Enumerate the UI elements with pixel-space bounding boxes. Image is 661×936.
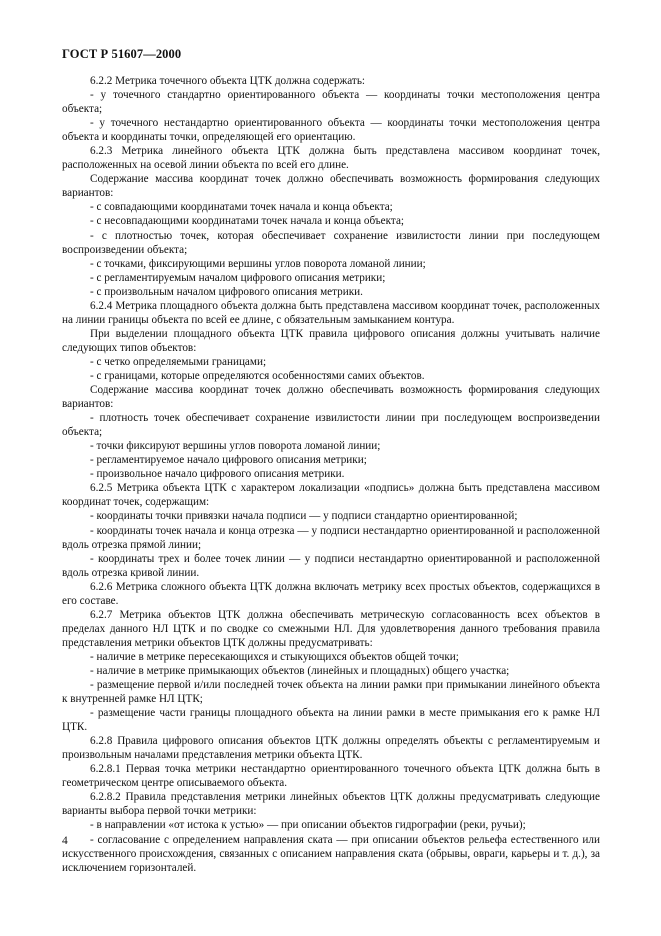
paragraph: 6.2.2 Метрика точечного объекта ЦТК должна содержать: — [90, 75, 366, 87]
paragraph: - точки фиксируют вершины углов поворота ломаной линии; — [90, 440, 381, 453]
paragraph: 6.2.4 Метрика площадного объекта должна быть представлена массивом координат точек, расположенных на линии границы объекта по всей ее длине, с обязательным замыканием контура. — [62, 299, 600, 326]
paragraph: - регламентируемое начало цифрового описания метрики; — [90, 454, 367, 467]
paragraph: - с плотностью точек, которая обеспечивает сохранение извилистости линии при последующем воспроизведении объекта; — [62, 229, 600, 256]
paragraph: - в направлении «от истока к устью» — при описании объектов гидрографии (реки, ручьи); — [90, 819, 526, 832]
paragraph: - с четко определяемыми границами; — [90, 355, 267, 368]
paragraph: - размещение части границы площадного объекта на линии рамки в месте примыкания его к рамке НЛ ЦТК. — [62, 707, 600, 734]
paragraph: 6.2.7 Метрика объектов ЦТК должна обеспечивать метрическую согласованность всех объектов в пределах данного НЛ ЦТК и по сводке со смежными НЛ. Для удовлетворения данного требования правила представления метрики объектов ЦТК должны предусматривать: — [62, 608, 600, 649]
paragraph: - наличие в метрике примыкающих объектов (линейных и площадных) общего участка; — [90, 664, 510, 677]
paragraph: - у точечного стандартно ориентированного объекта — координаты точки местоположения центра объекта; — [62, 89, 600, 116]
paragraph: Содержание массива координат точек должно обеспечивать возможность формирования следующих вариантов: — [62, 384, 600, 411]
paragraph: - у точечного нестандартно ориентированного объекта — координаты точки местоположения центра объекта и координаты точки, определяющей его ориентацию. — [62, 117, 600, 144]
paragraph: - с границами, которые определяются особенностями самих объектов. — [90, 369, 425, 382]
paragraph: - размещение первой и/или последней точек объекта на линии рамки при примыкании линейного объекта к внутренней рамке НЛ ЦТК; — [62, 679, 600, 706]
paragraph: - координаты точки привязки начала подписи — у подписи стандартно ориентированной; — [90, 510, 518, 523]
paragraph: - наличие в метрике пересекающихся и стыкующихся объектов общей точки; — [90, 650, 459, 663]
paragraph: При выделении площадного объекта ЦТК правила цифрового описания должны учитывать наличие следующих типов объектов: — [62, 327, 600, 354]
paragraph: 6.2.8.2 Правила представления метрики линейных объектов ЦТК должны предусматривать следующие варианты выбора первой точки метрики: — [62, 791, 600, 818]
paragraph: 6.2.8.1 Первая точка метрики нестандартно ориентированного точечного объекта ЦТК должна быть в геометрическом центре описываемого объекта. — [62, 763, 600, 790]
paragraph: - с точками, фиксирующими вершины углов поворота ломаной линии; — [90, 257, 426, 270]
paragraph: 6.2.3 Метрика линейного объекта ЦТК должна быть представлена массивом координат точек, расположенных на осевой линии объекта по всей его длине. — [62, 145, 600, 172]
paragraph: - с несовпадающими координатами точек начала и конца объекта; — [90, 215, 405, 228]
paragraph: - произвольное начало цифрового описания метрики. — [90, 468, 345, 481]
paragraph: 6.2.6 Метрика сложного объекта ЦТК должна включать метрику всех простых объектов, содержащихся в его составе. — [62, 580, 600, 607]
document-code-header: ГОСТ Р 51607—2000 — [62, 47, 182, 61]
paragraph: - плотность точек обеспечивает сохранение извилистости линии при последующем воспроизведении объекта; — [62, 412, 600, 439]
document-body — [62, 74, 600, 875]
page-number: 4 — [62, 835, 68, 847]
paragraph: - с регламентируемым началом цифрового описания метрики; — [90, 271, 386, 284]
paragraph: 6.2.5 Метрика объекта ЦТК с характером локализации «подпись» должна быть представлена массивом координат точек, содержащим: — [62, 482, 600, 509]
paragraph: 6.2.8 Правила цифрового описания объектов ЦТК должны определять объекты с регламентируемым и произвольным началами представления метрики объекта ЦТК. — [62, 735, 600, 762]
paragraph: - с произвольным началом цифрового описания метрики. — [90, 285, 363, 298]
paragraph: - согласование с определением направления ската — при описании объектов рельефа естественного или искусственного происхождения, связанных с описанием направления ската (обрывы, овраги, карьеры и т. д.), за исключением горизонталей. — [62, 833, 600, 874]
paragraph: - координаты точек начала и конца отрезка — у подписи нестандартно ориентированной и расположенной вдоль отрезка прямой линии; — [62, 524, 600, 551]
paragraph: - с совпадающими координатами точек начала и конца объекта; — [90, 201, 393, 214]
paragraph: - координаты трех и более точек линии — у подписи нестандартно ориентированной и расположенной вдоль отрезка кривой линии. — [62, 552, 600, 579]
paragraph: Содержание массива координат точек должно обеспечивать возможность формирования следующих вариантов: — [62, 173, 600, 200]
